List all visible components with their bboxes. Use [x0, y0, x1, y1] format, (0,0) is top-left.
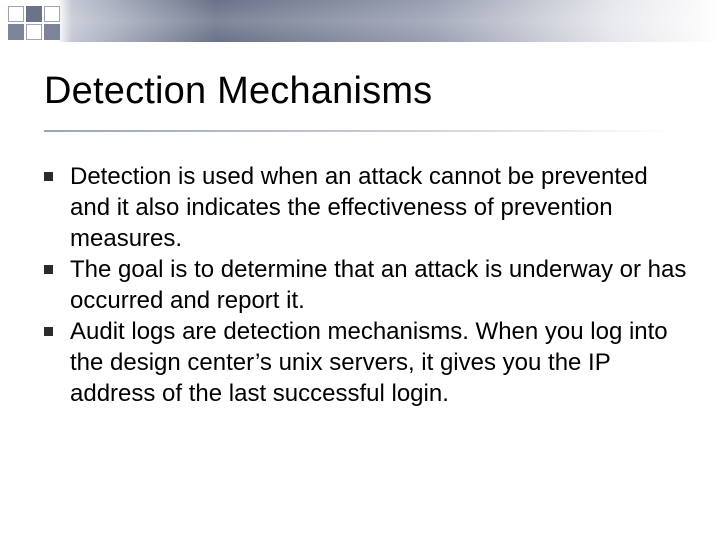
title-underline	[44, 130, 674, 132]
decorative-square-icon	[26, 6, 42, 22]
decorative-square-icon	[8, 24, 24, 40]
bullet-text: Audit logs are detection mechanisms. When you log into the design center’s unix servers, it gives you the IP address of the last successful login.	[70, 318, 668, 407]
bullet-text: The goal is to determine that an attack is underway or has occurred and report it.	[70, 256, 687, 314]
bullet-item	[44, 161, 694, 254]
square-bullet-icon	[44, 327, 53, 336]
square-bullet-icon	[44, 265, 53, 274]
square-bullet-icon	[44, 172, 53, 181]
bullet-item	[44, 316, 694, 409]
bullet-list	[44, 161, 694, 409]
bullet-text: Detection is used when an attack cannot be prevented and it also indicates the effectiveness of prevention measures.	[70, 163, 648, 252]
decorative-square-icon	[44, 24, 60, 40]
top-band-highlight	[0, 0, 720, 42]
slide-title: Detection Mechanisms	[44, 70, 433, 112]
decorative-square-icon	[44, 6, 60, 22]
decorative-square-icon	[26, 24, 42, 40]
bullet-item	[44, 254, 694, 316]
decorative-square-icon	[8, 6, 24, 22]
